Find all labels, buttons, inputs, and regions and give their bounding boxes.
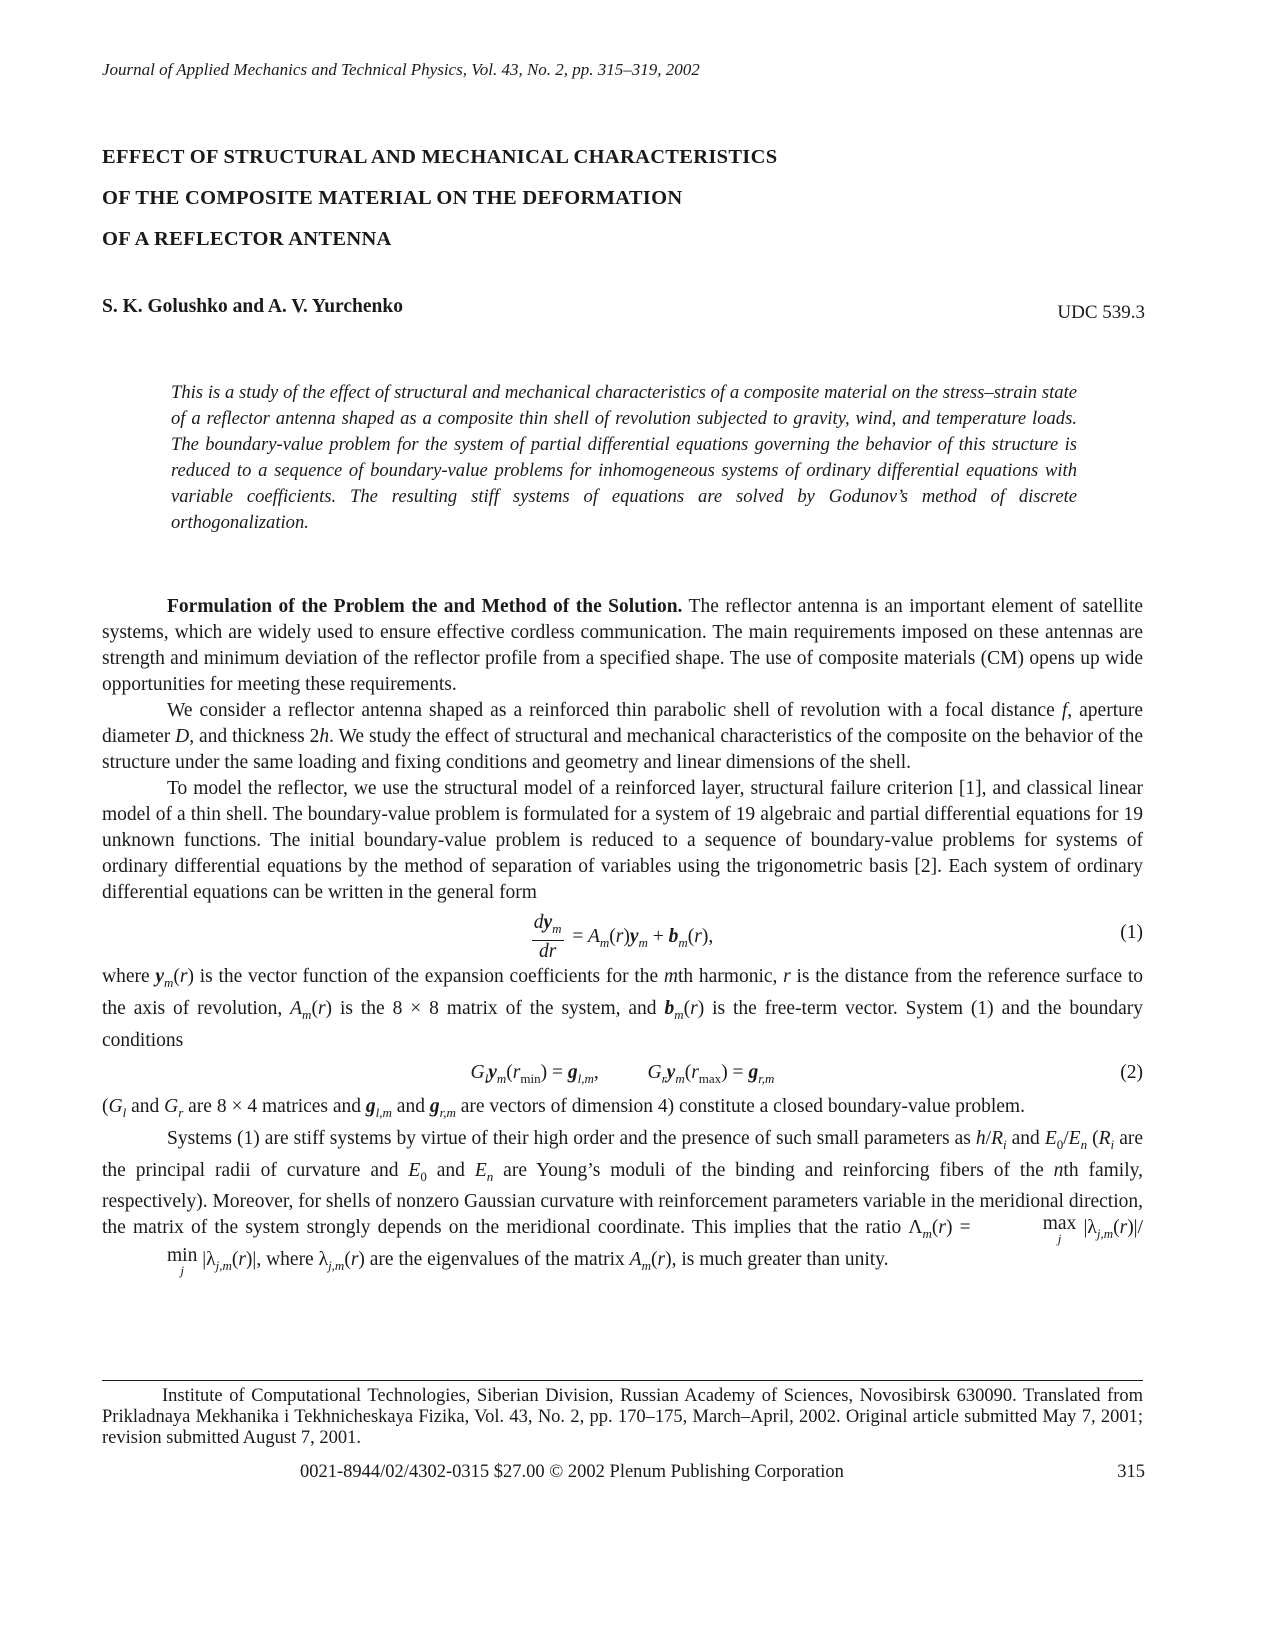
paragraph: To model the reflector, we use the structural model of a reinforced layer, structural failure criterion [1], and classical linear model of a thin shell. The boundary-value problem is formulated for a system of 19 algebraic and partial differential equations for 19 unknown functions. The initial boundary-value problem is reduced to a sequence of boundary-value problems for systems of ordinary differential equations by the method of separation of variables using the trigonometric basis [2]. Each system of ordinary differential equations can be written in the general form (102, 778, 1143, 903)
paragraph: where $y_m(r)$ is the vector function of the expansion coefficients for the mth harmonic, r is the distance from the reference surface to the axis of revolution, $A_m(r)$ is the 8 × 8 matrix of the system, and $b_m(r)$ is the free-term vector. System (1) and the boundary conditions (102, 966, 1144, 1051)
authors: S. K. Golushko and A. V. Yurchenko (102, 296, 403, 317)
journal-citation: Journal of Applied Mechanics and Technical Physics, Vol. 43, No. 2, pp. 315–319, 2002 (102, 60, 700, 79)
udc-code: UDC 539.3 (1057, 302, 1145, 323)
paragraph: Systems (1) are stiff systems by virtue of their high order and the presence of such small parameters as $h/R_i$ and $E_0/E_n$ ($R_i$ are the principal radii of curvature and $E_0$ and $E_n$ are Young’s moduli of the binding and reinforcing fibers of the nth family, respectively). Moreover, for shells of nonzero Gaussian curvature with reinforcement parameters variable in the meridional direction, the matrix of the system strongly depends on the meridional coordinate. This implies that the ratio $\Lambda_m(r) = \max$ j $|\lambda_{j,m}(r)|/$ min j $|\lambda_{j,m}(r)|$, where $\lambda_{j,m}(r)$ are the eigenvalues of the matrix $A_m(r)$, is much greater than unity. (102, 1127, 1144, 1279)
article-title (102, 146, 982, 269)
paragraph: ($G_l$ and $G_r$ are 8 × 4 matrices and $g_{l,m}$ and $g_{r,m}$ are vectors of dimension 4) constitute a closed boundary-value problem. (102, 1095, 1025, 1120)
copyright-line: 0021-8944/02/4302-0315 $27.00 © 2002 Plenum Publishing Corporation (300, 1462, 844, 1482)
equation-2-formula: $G_ly_m(r_{min}) = g_{l,m}$, $G_ry_m(r_{max}) = g_{r,m}$ (470, 1061, 775, 1086)
body-text (102, 594, 1143, 1279)
page-number: 315 (1117, 1462, 1145, 1482)
footnote-rule (102, 1380, 1143, 1381)
title-line: OF A REFLECTOR ANTENNA (102, 228, 392, 250)
footnote: Institute of Computational Technologies, Siberian Division, Russian Academy of Sciences, Novosibirsk 630090. Translated from Prikladnaya Mekhanika i Tekhnicheskaya Fizika, Vol. 43, No. 2, pp. 170–175, March–April, 2002. Original article submitted May 7, 2001; revision submitted August 7, 2001. (102, 1386, 1143, 1448)
equation-1 (102, 906, 1143, 964)
title-line: EFFECT OF STRUCTURAL AND MECHANICAL CHARACTERISTICS (102, 146, 778, 168)
equation-2 (102, 1054, 1143, 1094)
title-line: OF THE COMPOSITE MATERIAL ON THE DEFORMATION (102, 187, 683, 209)
equation-number: (2) (1120, 1061, 1143, 1083)
section-heading: Formulation of the Problem the and Method of the Solution. (167, 596, 683, 617)
abstract: This is a study of the effect of structural and mechanical characteristics of a composite material on the stress–strain state of a reflector antenna shaped as a composite thin shell of revolution subjected to gravity, wind, and temperature loads. The boundary-value problem for the system of partial differential equations governing the behavior of this structure is reduced to a sequence of boundary-value problems for inhomogeneous systems of ordinary differential equations with variable coefficients. The resulting stiff systems of equations are solved by Godunov’s method of discrete orthogonalization. (171, 382, 1077, 533)
equation-number: (1) (1120, 922, 1143, 943)
equation-1-formula: $\frac{dy_m}{dr}$ = $A_m(r)y_m + b_m(r)$, (533, 912, 714, 962)
paragraph: We consider a reflector antenna shaped as a reinforced thin parabolic shell of revolution with a focal distance f, aperture diameter D, and thickness 2h. We study the effect of structural and mechanical characteristics of the composite on the behavior of the structure under the same loading and fixing conditions and geometry and linear dimensions of the shell. (102, 700, 1144, 773)
paragraph: Formulation of the Problem the and Method of the Solution. The reflector antenna is an important element of satellite systems, which are widely used to ensure effective cordless communication. The main requirements imposed on these antennas are strength and minimum deviation of the reflector profile from a specified shape. The use of composite materials (CM) opens up wide opportunities for meeting these requirements. (102, 596, 1143, 695)
